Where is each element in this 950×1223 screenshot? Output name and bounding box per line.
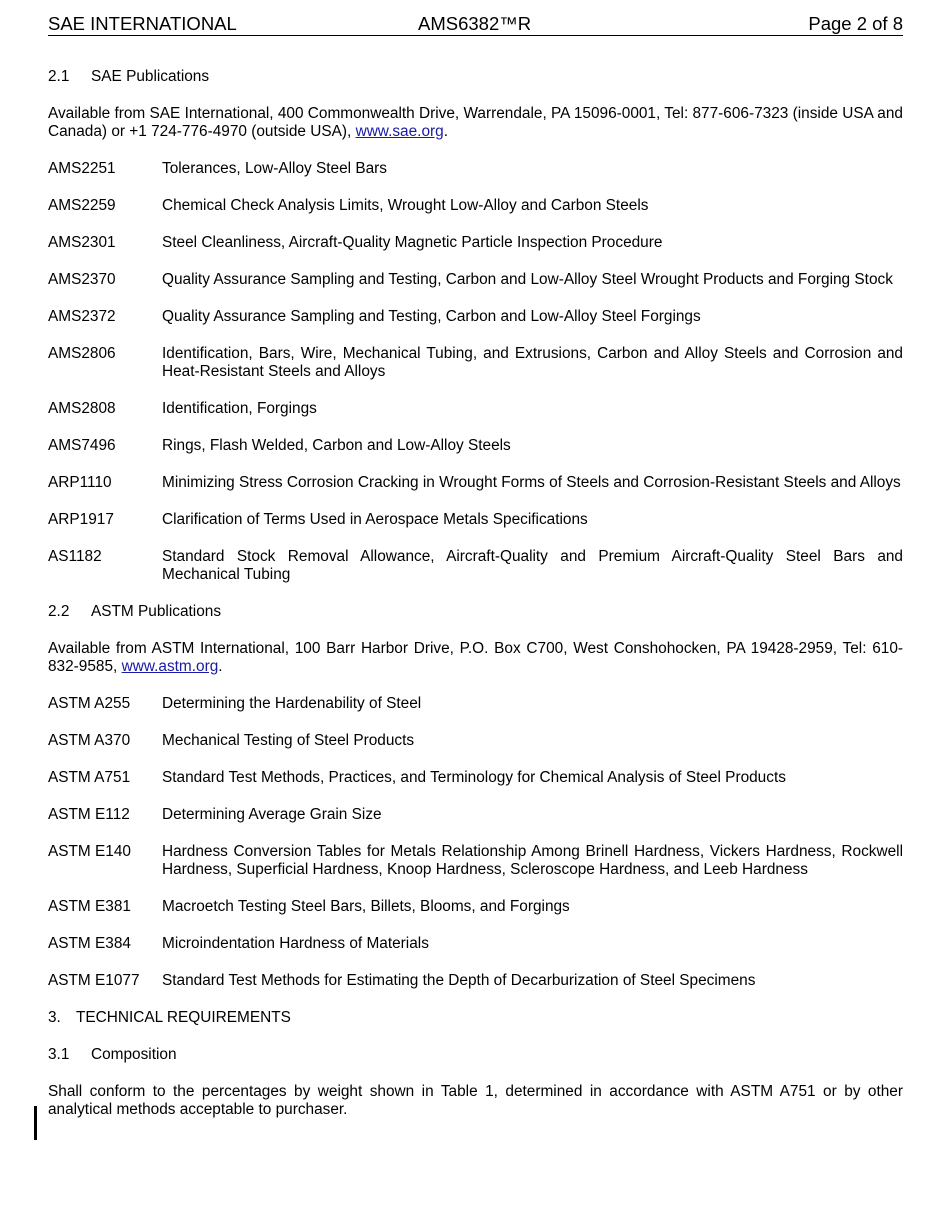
sae-availability-paragraph	[48, 105, 903, 141]
section-title: TECHNICAL REQUIREMENTS	[76, 1009, 291, 1026]
reference-item	[48, 972, 903, 990]
reference-item	[48, 197, 903, 215]
reference-title: Standard Test Methods, Practices, and Terminology for Chemical Analysis of Steel Products	[162, 769, 786, 786]
reference-code: AMS2301	[48, 234, 116, 251]
reference-title: Microindentation Hardness of Materials	[162, 935, 429, 952]
reference-item	[48, 400, 903, 418]
reference-code: AMS2372	[48, 308, 116, 325]
reference-code: ASTM A751	[48, 769, 131, 786]
reference-title: Macroetch Testing Steel Bars, Billets, Blooms, and Forgings	[162, 898, 570, 915]
sae-website-link[interactable]: www.sae.org	[355, 123, 444, 140]
reference-item	[48, 898, 903, 916]
reference-code: AS1182	[48, 548, 102, 565]
reference-item	[48, 160, 903, 178]
section-number: 2.2	[48, 603, 70, 620]
reference-item	[48, 935, 903, 953]
reference-item	[48, 345, 903, 381]
section-number: 3.	[48, 1009, 61, 1026]
reference-item	[48, 474, 903, 492]
reference-code: ASTM E112	[48, 806, 130, 823]
reference-title: Quality Assurance Sampling and Testing, Carbon and Low-Alloy Steel Wrought Products and Forging Stock	[162, 271, 893, 288]
reference-code: AMS2259	[48, 197, 116, 214]
reference-code: ASTM A370	[48, 732, 131, 749]
reference-item	[48, 695, 903, 713]
reference-code: ASTM E384	[48, 935, 131, 952]
reference-title: Steel Cleanliness, Aircraft-Quality Magnetic Particle Inspection Procedure	[162, 234, 663, 251]
reference-title: Identification, Bars, Wire, Mechanical Tubing, and Extrusions, Carbon and Alloy Steels and Corrosion and Heat-Resistant Steels and Alloys	[162, 345, 903, 380]
reference-item	[48, 732, 903, 750]
reference-item	[48, 548, 903, 584]
reference-item	[48, 769, 903, 787]
astm-website-link[interactable]: www.astm.org	[121, 658, 219, 675]
revision-change-bar	[34, 1106, 37, 1140]
reference-title: Chemical Check Analysis Limits, Wrought Low-Alloy and Carbon Steels	[162, 197, 649, 214]
reference-title: Mechanical Testing of Steel Products	[162, 732, 415, 749]
reference-code: AMS2370	[48, 271, 116, 288]
reference-code: AMS7496	[48, 437, 116, 454]
reference-title: Rings, Flash Welded, Carbon and Low-Alloy Steels	[162, 437, 511, 454]
reference-title: Standard Test Methods for Estimating the Depth of Decarburization of Steel Specimens	[162, 972, 756, 989]
astm-availability-paragraph	[48, 640, 903, 676]
reference-code: AMS2808	[48, 400, 116, 417]
reference-item	[48, 271, 903, 289]
document-body	[48, 68, 903, 1138]
section-title: Composition	[91, 1046, 177, 1063]
reference-code: ASTM E140	[48, 843, 131, 860]
reference-title: Standard Stock Removal Allowance, Aircraft-Quality and Premium Aircraft-Quality Steel Bars and Mechanical Tubing	[162, 548, 903, 583]
reference-title: Determining the Hardenability of Steel	[162, 695, 422, 712]
reference-title: Hardness Conversion Tables for Metals Relationship Among Brinell Hardness, Vickers Hardness, Rockwell Hardness, Superficial Hardness, Knoop Hardness, Scleroscope Hardness, and Leeb Hardness	[162, 843, 903, 878]
header-doc-number: AMS6382™R	[418, 13, 532, 34]
section-2-2-heading	[48, 603, 903, 621]
reference-title: Identification, Forgings	[162, 400, 317, 417]
reference-code: ASTM A255	[48, 695, 131, 712]
section-3-heading	[48, 1009, 903, 1027]
reference-item	[48, 234, 903, 252]
reference-title: Clarification of Terms Used in Aerospace Metals Specifications	[162, 511, 588, 528]
sae-reference-list	[48, 160, 903, 584]
reference-code: ASTM E381	[48, 898, 131, 915]
section-2-1-heading	[48, 68, 903, 86]
reference-item	[48, 806, 903, 824]
reference-item	[48, 308, 903, 326]
reference-code: ASTM E1077	[48, 972, 140, 989]
period: .	[443, 123, 448, 140]
reference-title: Quality Assurance Sampling and Testing, Carbon and Low-Alloy Steel Forgings	[162, 308, 701, 325]
header-page-number: Page 2 of 8	[808, 13, 903, 34]
reference-title: Minimizing Stress Corrosion Cracking in Wrought Forms of Steels and Corrosion-Resistant Steels and Alloys	[162, 474, 901, 491]
section-number: 2.1	[48, 68, 70, 85]
section-3-1-heading	[48, 1046, 903, 1064]
reference-item	[48, 437, 903, 455]
reference-title: Determining Average Grain Size	[162, 806, 382, 823]
composition-paragraph: Shall conform to the percentages by weight shown in Table 1, determined in accordance with ASTM A751 or by other analytical methods acceptable to purchaser.	[48, 1083, 903, 1118]
reference-code: ARP1917	[48, 511, 114, 528]
header-org: SAE INTERNATIONAL	[48, 13, 237, 34]
reference-code: AMS2251	[48, 160, 116, 177]
page-header	[48, 13, 903, 36]
reference-item	[48, 843, 903, 879]
reference-code: ARP1110	[48, 474, 112, 491]
availability-text: Available from ASTM International, 100 Barr Harbor Drive, P.O. Box C700, West Conshohocken, PA 19428-2959, Tel: 610-832-9585,	[48, 640, 903, 675]
reference-code: AMS2806	[48, 345, 116, 362]
astm-reference-list	[48, 695, 903, 990]
availability-text: Available from SAE International, 400 Commonwealth Drive, Warrendale, PA 15096-0001, Tel: 877-606-7323 (inside USA and Canada) or +1 724-776-4970 (outside USA),	[48, 105, 903, 140]
section-number: 3.1	[48, 1046, 70, 1063]
period: .	[218, 658, 223, 675]
section-title: ASTM Publications	[91, 603, 222, 620]
reference-title: Tolerances, Low-Alloy Steel Bars	[162, 160, 387, 177]
reference-item	[48, 511, 903, 529]
section-title: SAE Publications	[91, 68, 210, 85]
